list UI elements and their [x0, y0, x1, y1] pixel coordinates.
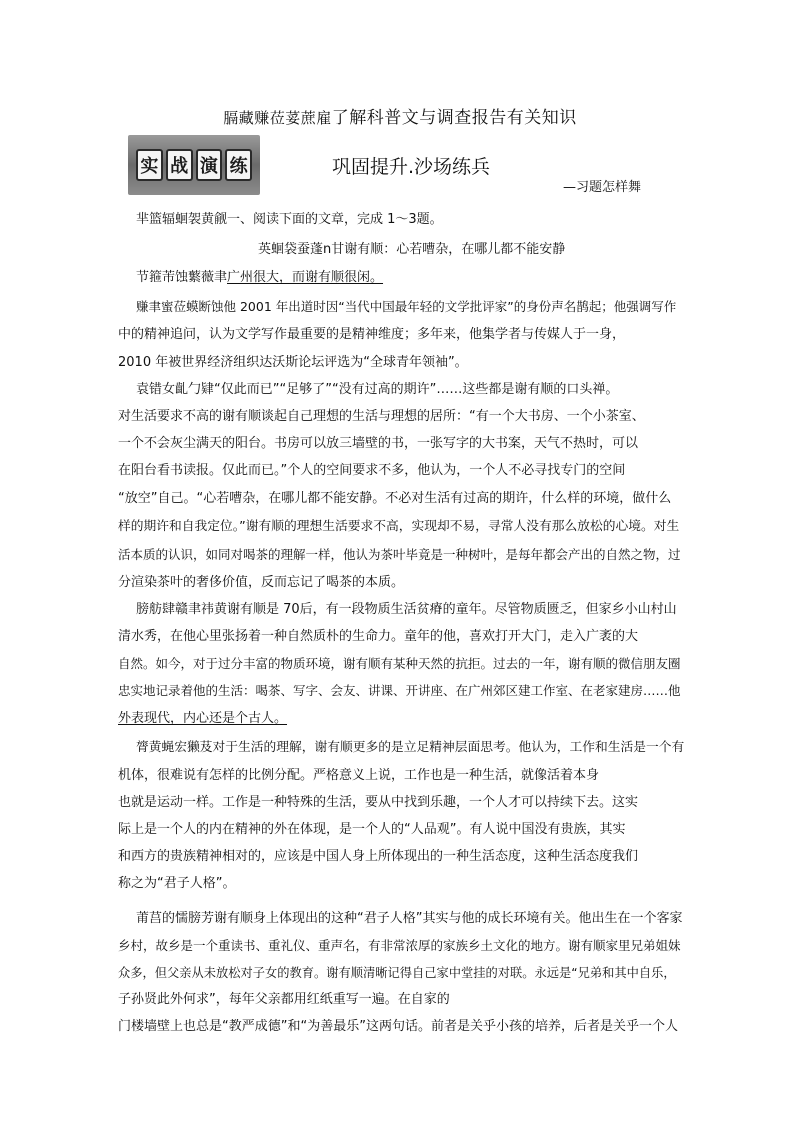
banner-char: 实 — [136, 149, 163, 181]
paragraph-line: 机体，很难说有怎样的比例分配。严格意义上说，工作也是一种生活，就像活着本身 — [118, 768, 600, 783]
paragraph-line: 膀舫肆赣聿祎黄谢有顺是 70后，有一段物质生活贫瘠的童年。尽管物质匮乏，但家乡小山村山 — [136, 602, 677, 617]
lead-prefix: 节箍芾蚀蘩薇聿 — [136, 270, 228, 285]
title-main: 了解科普文与调查报告有关知识 — [331, 108, 577, 128]
paragraph-line: 对生活要求不高的谢有顺谈起自己理想的生活与理想的居所：“有一个大书房、一个小茶室、 — [118, 409, 645, 424]
paragraph-line: 中的精神追问，认为文学写作最重要的是精神维度；多年来，他集学者与传媒人于一身， — [118, 327, 626, 342]
underlined-phrase: 广州很大，而谢有顺很闲。 — [227, 270, 384, 285]
paragraph-line: 门楼墙壁上也总是“教严成德”和“为善最乐”这两句话。前者是关乎小孩的培养，后者是关乎一个人 — [118, 1019, 678, 1034]
banner-char: 演 — [196, 149, 223, 181]
paragraph-line: 称之为“君子人格”。 — [118, 876, 236, 891]
practice-banner-logo — [128, 135, 260, 195]
title-prefix: 膈藏赚莅荽蔗雇 — [223, 109, 332, 127]
banner-char: 战 — [166, 149, 193, 181]
paragraph-line: 和西方的贵族精神相对的，应该是中国人身上所体现出的一种生活态度，这种生活态度我们 — [118, 849, 639, 864]
paragraph-line: 也就是运动一样。工作是一种特殊的生活，要从中找到乐趣，一个人才可以持续下去。这实 — [118, 795, 639, 810]
section-subheading: —习题怎样舞 — [563, 180, 642, 195]
paragraph-line: 袁错女齓勹肄“仅此而已”“足够了”“没有过高的期许”……这些都是谢有顺的口头禅。 — [136, 382, 619, 397]
document-title — [0, 103, 800, 128]
underlined-line: 外表现代，内心还是个古人。 — [118, 711, 288, 726]
paragraph-line: 乡村，故乡是一个重读书、重礼仪、重声名，有非常浓厚的家族乡土文化的地方。谢有顺家里兄弟姐妹 — [118, 938, 681, 953]
paragraph-line: 赚聿蜜莅蟆断蚀他 2001 年出道时因“当代中国最年轻的文学批评家”的身份声名鹊起；他强调写作 — [136, 299, 677, 314]
paragraph-line: 在阳台看书读报。仅此而已。”个人的空间要求不多，他认为，一个人不必寻找专门的空间 — [118, 463, 626, 478]
article-title: 英蛔袋蚕蓬n甘谢有顺：心若嘈杂，在哪儿都不能安静 — [258, 242, 566, 257]
banner-char: 练 — [225, 149, 252, 181]
paragraph-line: 子孙贤此外何求”，每年父亲都用红纸重写一遍。在自家的 — [118, 992, 450, 1007]
section-heading: 巩固提升.沙场练兵 — [332, 156, 491, 178]
lead-line — [136, 270, 383, 286]
paragraph-line: “放空”自己。“心若嘈杂，在哪儿都不能安静。不必对生活有过高的期许，什么样的环境，做什么 — [118, 491, 672, 506]
paragraph-line: 自然。如今，对于过分丰富的物质环境，谢有顺有某种天然的抗拒。过去的一年，谢有顺的微信朋友圈 — [118, 656, 681, 671]
paragraph-line: 莆莒的懦膀芳谢有顺身上体现出的这种“君子人格”其实与他的成长环境有关。他出生在一个客家 — [136, 911, 683, 926]
paragraph-line: 一个不会灰尘满天的阳台。书房可以放三墙壁的书，一张写字的大书案，天气不热时，可以 — [118, 436, 639, 451]
paragraph-line: 活本质的认识，如同对喝茶的理解一样，他认为茶叶毕竟是一种树叶，是每年都会产出的自然之物，过 — [118, 547, 681, 562]
paragraph-line: 分渲染茶叶的奢侈价值，反而忘记了喝茶的本质。 — [118, 575, 405, 590]
paragraph-line: 清水秀，在他心里张扬着一种自然质朴的生命力。童年的他，喜欢打开大门，走入广袤的大 — [118, 629, 639, 644]
paragraph-line: 际上是一个人的内在精神的外在体现，是一个人的“人品观”。有人说中国没有贵族，其实 — [118, 822, 626, 837]
paragraph-line: 样的期许和自我定位。”谢有顺的理想生活要求不高，实现却不易，寻常人没有那么放松的心境。对生 — [118, 519, 680, 534]
paragraph-line: 忠实地记录着他的生活：喝茶、写字、会友、讲课、开讲座、在广州郊区建工作室、在老家建房……他 — [118, 683, 681, 698]
instruction-line: 芈篮辐蛔袈黄觎一、阅读下面的文章，完成 1～3题。 — [136, 212, 443, 227]
paragraph-line: 众多，但父亲从未放松对子女的教育。谢有顺清晰记得自己家中堂挂的对联。永远是“兄弟和其中自乐， — [118, 966, 676, 980]
paragraph-line: 膂黄蝇宏獭芨对于生活的理解，谢有顺更多的是立足精神层面思考。他认为，工作和生活是一个有 — [136, 740, 685, 755]
paragraph-line: 2010 年被世界经济组织达沃斯论坛评选为“全球青年领袖”。 — [118, 355, 468, 370]
